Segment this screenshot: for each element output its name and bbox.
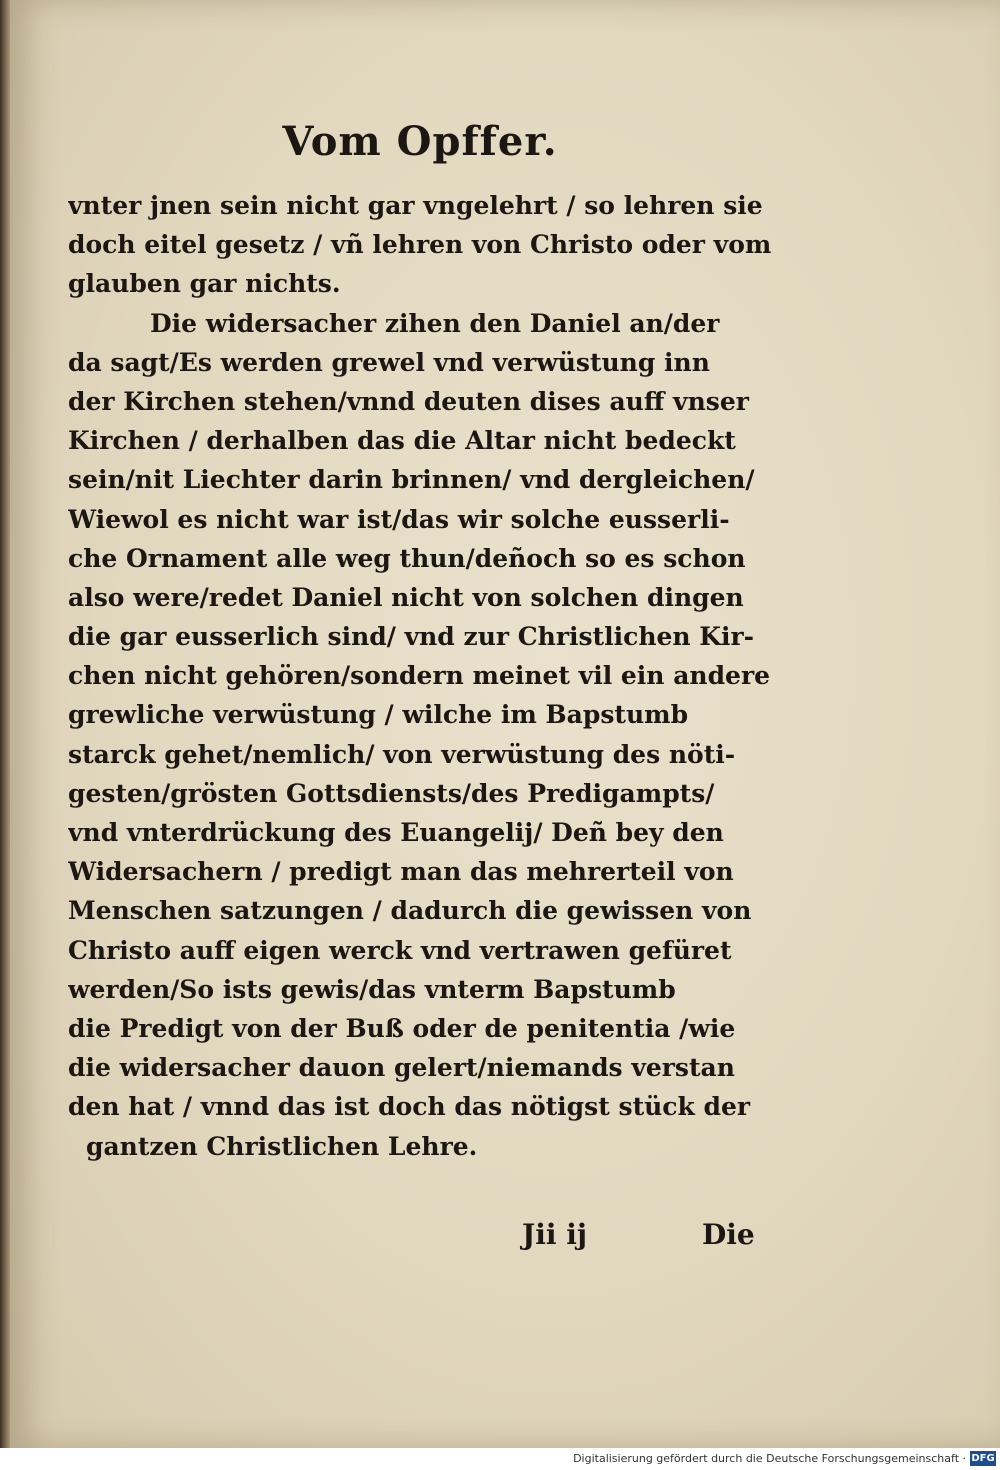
text-line: chen nicht gehören/sondern meinet vil ein andere: [68, 661, 771, 691]
text-line: Christo auff eigen werck vnd vertrawen gefüret: [68, 935, 732, 965]
text-line: der Kirchen stehen/vnnd deuten dises auff vnser: [68, 386, 749, 416]
text-line: Widersachern / predigt man das mehrerteil von: [68, 857, 734, 887]
text-line: die widersacher dauon gelert/niemands verstan: [68, 1053, 735, 1083]
text-line: werden/So ists gewis/das vnterm Bapstumb: [68, 974, 676, 1004]
body-text: [68, 186, 778, 1166]
binding-edge: [0, 0, 10, 1448]
text-line: Wiewol es nicht war ist/das wir solche eusserli-: [68, 504, 730, 534]
text-line: Kirchen / derhalben das die Altar nicht bedeckt: [68, 426, 736, 456]
text-line: starck gehet/nemlich/ von verwüstung des nöti-: [68, 739, 736, 769]
dfg-logo-icon: DFG: [971, 1453, 995, 1464]
signature-mark: Jii ij: [522, 1218, 588, 1251]
paper-page: [10, 0, 1000, 1448]
text-line: sein/nit Liechter darin brinnen/ vnd dergleichen/: [68, 465, 755, 495]
text-line: gantzen Christlichen Lehre.: [86, 1131, 478, 1161]
text-line: che Ornament alle weg thun/deñoch so es schon: [68, 543, 746, 573]
catchword: Die: [702, 1218, 755, 1251]
text-line: gesten/grösten Gottsdiensts/des Predigampts/: [68, 778, 715, 808]
text-line: grewliche verwüstung / wilche im Bapstumb: [68, 700, 689, 730]
text-line: glauben gar nichts.: [68, 269, 341, 299]
text-line: also were/redet Daniel nicht von solchen dingen: [68, 582, 744, 612]
text-line: die Predigt von der Buß oder de penitentia /wie: [68, 1013, 736, 1043]
text-line: die gar eusserlich sind/ vnd zur Christlichen Kir-: [68, 622, 755, 652]
page-header: Vom Opffer.: [282, 118, 558, 165]
text-line: doch eitel gesetz / vñ lehren von Christo oder vom: [68, 230, 772, 260]
text-line: vnter jnen sein nicht gar vngelehrt / so lehren sie: [68, 191, 763, 220]
text-line: vnd vnterdrückung des Euangelij/ Deñ bey den: [68, 818, 724, 847]
text-line: da sagt/Es werden grewel vnd verwüstung inn: [68, 347, 710, 377]
funding-credit: Digitalisierung gefördert durch die Deutsche Forschungsgemeinschaft ·: [573, 1452, 966, 1465]
text-line: Die widersacher zihen den Daniel an/der: [150, 308, 720, 338]
text-line: den hat / vnnd das ist doch das nötigst stück der: [68, 1092, 751, 1122]
text-line: Menschen satzungen / dadurch die gewissen von: [68, 896, 752, 926]
